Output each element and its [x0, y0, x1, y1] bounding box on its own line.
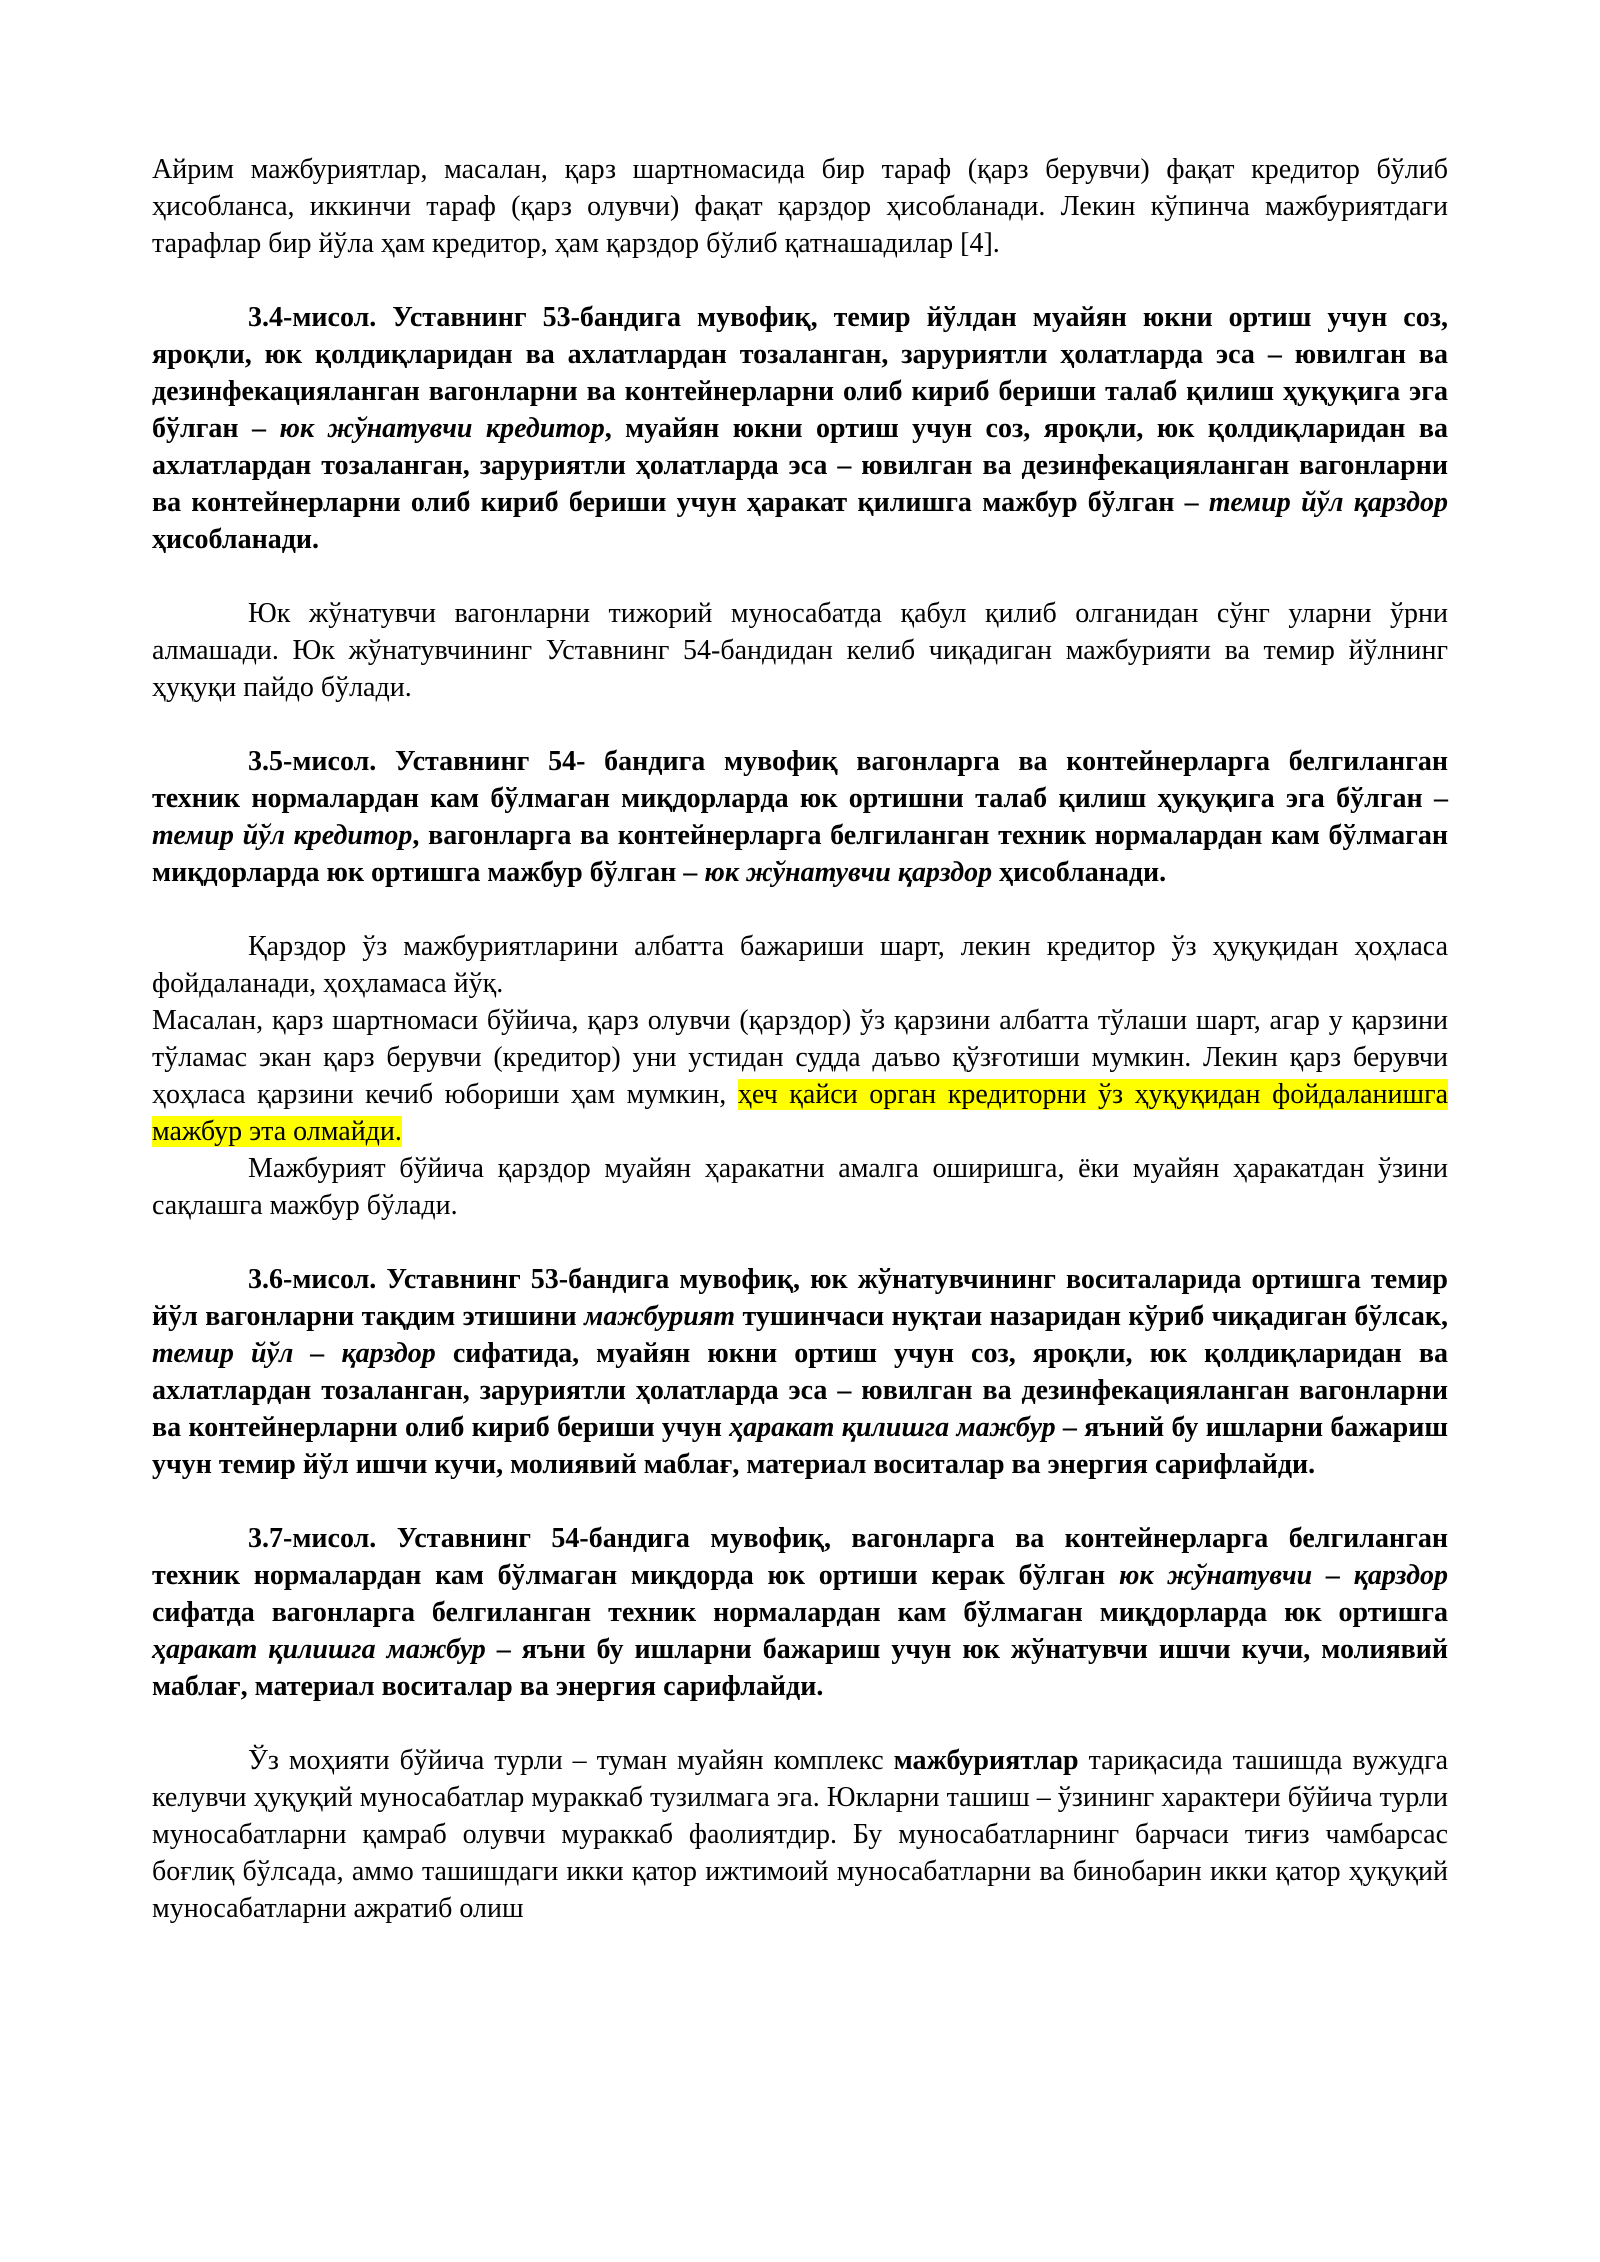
emphasis-debtor: юк жўнатувчи қарздор	[704, 857, 993, 888]
emphasis-debtor: юк жўнатувчи – қарздор	[1118, 1560, 1448, 1591]
emphasis-creditor: юк жўнатувчи кредитор	[279, 413, 605, 444]
emphasis-action: ҳаракат қилишга мажбур	[729, 1412, 1056, 1443]
highlighted-text: ҳеч қайси орган кредиторни ўз ҳуқуқидан фойдаланишга мажбур эта олмайди.	[152, 1079, 1448, 1147]
paragraph-obligation-definition: Мажбурият бўйича қарздор муайян ҳаракатни амалга оширишга, ёки муайян ҳаракатдан ўзини сақлашга мажбур бўлади.	[152, 1153, 1448, 1221]
paragraph-gap	[152, 706, 1448, 743]
example-3-5: 3.5-мисол. Уставнинг 54- бандига мувофиқ вагонларга ва контейнерларга белгиланган техник нормалардан кам бўлмаган миқдорларда юк ортишни талаб қилиш ҳуқуқига эга бўлган – темир йўл кредитор, вагонларга ва контейнерларга белгиланган техник нормалардан кам бўлмаган миқдорларда юк ортишга мажбур бўлган – юк жўнатувчи қарздор ҳисобланади.	[152, 746, 1448, 888]
paragraph-gap	[152, 891, 1448, 928]
paragraph-debtor-duty: Қарздор ўз мажбуриятларини албатта бажариши шарт, лекин кредитор ўз ҳуқуқидан ҳоҳласа фойдаланади, ҳоҳламаса йўқ.	[152, 931, 1448, 999]
emphasis-creditor: темир йўл кредитор	[152, 820, 413, 851]
paragraph-gap	[152, 1705, 1448, 1742]
paragraph-gap	[152, 558, 1448, 595]
paragraph-obligations-intro: Айрим мажбуриятлар, масалан, қарз шартномасида бир тараф (қарз берувчи) фақат кредитор бўлиб ҳисобланса, иккинчи тараф (қарз олувчи) фақат қарздор ҳисобланади. Лекин кўпинча мажбуриятдаги тарафлар бир йўла ҳам кредитор, ҳам қарздор бўлиб қатнашадилар [4].	[152, 154, 1448, 259]
emphasis-debtor: темир йўл қарздор	[1208, 487, 1448, 518]
example-3-7: 3.7-мисол. Уставнинг 54-бандига мувофиқ, вагонларга ва контейнерларга белгиланган техник нормалардан кам бўлмаган миқдорда юк ортиши керак бўлган юк жўнатувчи – қарздор сифатда вагонларга белгиланган техник нормалардан кам бўлмаган миқдорларда юк ортишга ҳаракат қилишга мажбур – яъни бу ишларни бажариш учун юк жўнатувчи ишчи кучи, молиявий маблағ, материал воситалар ва энергия сарифлайди.	[152, 1523, 1448, 1702]
paragraph-shipper-wagons: Юк жўнатувчи вагонларни тижорий муносабатда қабул қилиб олганидан сўнг уларни ўрни алмашади. Юк жўнатувчининг Уставнинг 54-бандидан келиб чиқадиган мажбурияти ва темир йўлнинг ҳуқуқи пайдо бўлади.	[152, 598, 1448, 703]
paragraph-loan-example: Масалан, қарз шартномаси бўйича, қарз олувчи (қарздор) ўз қарзини албатта тўлаши шарт, агар у қарзини тўламас экан қарз берувчи (кредитор) уни устидан судда даъво қўзғотиши мумкин. Лекин қарз берувчи ҳоҳласа қарзини кечиб юбориши ҳам мумкин, ҳеч қайси орган кредиторни ўз ҳуқуқидан фойдаланишга мажбур эта олмайди.	[152, 1005, 1448, 1147]
example-3-6: 3.6-мисол. Уставнинг 53-бандига мувофиқ, юк жўнатувчининг воситаларида ортишга темир йўл вагонларни тақдим этишини мажбурият тушинчаси нуқтаи назаридан кўриб чиқадиган бўлсак, темир йўл – қарздор сифатида, муайян юкни ортиш учун соз, яроқли, юк қолдиқларидан ва ахлатлардан тозаланган, заруриятли ҳолатларда эса – ювилган ва дезинфекацияланган вагонларни ва контейнерларни олиб кириб бериши учун ҳаракат қилишга мажбур – яъний бу ишларни бажариш учун темир йўл ишчи кучи, молиявий маблағ, материал воситалар ва энергия сарифлайди.	[152, 1264, 1449, 1480]
example-3-4: 3.4-мисол. Уставнинг 53-бандига мувофиқ, темир йўлдан муайян юкни ортиш учун соз, яроқли, юк қолдиқларидан ва ахлатлардан тозаланган, заруриятли ҳолатларда эса – ювилган ва дезинфекацияланган вагонларни ва контейнерларни олиб кириб бериши талаб қилиш ҳуқуқига эга бўлган – юк жўнатувчи кредитор, муайян юкни ортиш учун соз, яроқли, юк қолдиқларидан ва ахлатлардан тозаланган, заруриятли ҳолатларда эса – ювилган ва дезинфекацияланган вагонларни ва контейнерларни олиб кириб бериши учун ҳаракат қилишга мажбур бўлган – темир йўл қарздор ҳисобланади.	[152, 302, 1449, 555]
paragraph-gap	[152, 1224, 1448, 1261]
emphasis-term: мажбурият	[584, 1301, 736, 1332]
paragraph-gap	[152, 1483, 1448, 1520]
paragraph-gap	[152, 262, 1448, 299]
emphasis-debtor: темир йўл – қарздор	[152, 1338, 436, 1369]
emphasis-action: ҳаракат қилишга мажбур	[152, 1634, 486, 1665]
emphasis-obligations: мажбуриятлар	[893, 1745, 1079, 1776]
paragraph-complex-obligations: Ўз моҳияти бўйича турли – туман муайян комплекс мажбуриятлар тариқасида ташишда вужудга келувчи ҳуқуқий муносабатлар мураккаб тузилмага эга. Юкларни ташиш – ўзининг характери бўйича турли муносабатларни қамраб олувчи мураккаб фаолиятдир. Бу муносабатларнинг барчаси тиғиз чамбарсас боғлиқ бўлсада, аммо ташишдаги икки қатор ижтимоий муносабатларни ва бинобарин икки қатор ҳуқуқий муносабатларни ажратиб олиш	[152, 1745, 1449, 1924]
